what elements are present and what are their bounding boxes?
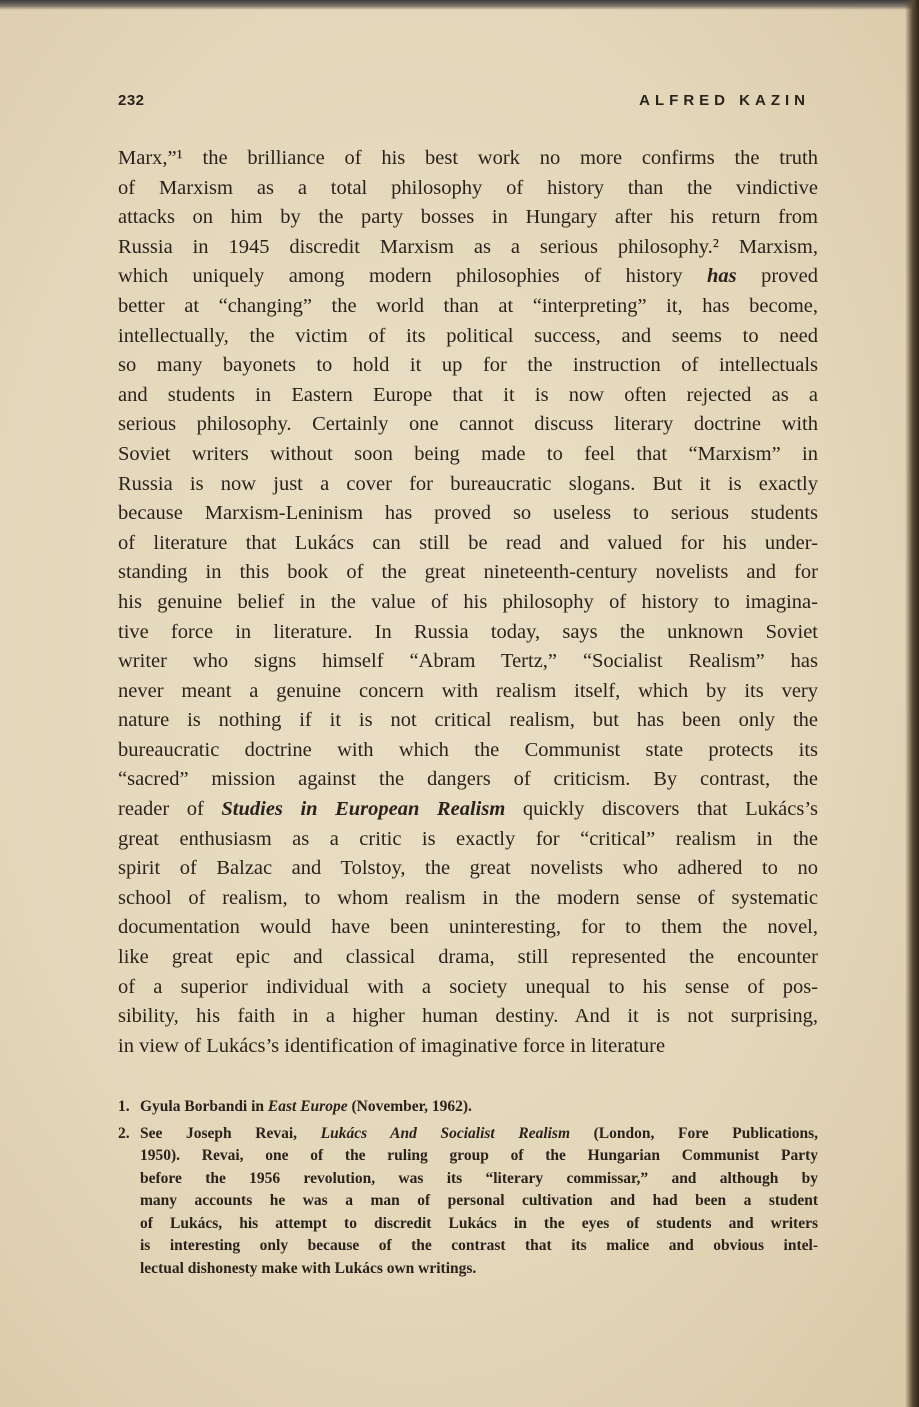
body-line: so many bayonets to hold it up for the instruction of intellectuals [118,354,818,377]
body-line: “sacred” mission against the dangers of criticism. By contrast, the [118,768,818,791]
body-line: Marx,”¹ the brilliance of his best work no more confirms the truth [118,147,818,169]
body-line: writer who signs himself “Abram Tertz,” “Socialist Realism” has [118,650,818,673]
body-line: school of realism, to whom realism in the modern sense of systematic [118,886,818,909]
footnotes [118,1096,818,1280]
running-head-author: ALFRED KAZIN [639,92,810,109]
footnote-line: before the 1956 revolution, was its “literary commissar,” and although by [140,1169,818,1187]
body-line: documentation would have been uninteresting, for to them the novel, [118,916,818,939]
body-line: serious philosophy. Certainly one cannot discuss literary doctrine with [118,413,818,436]
text-run: (London, Fore Publications, [570,1124,818,1142]
footnote-line: is interesting only because of the contrast that its malice and obvious intel- [140,1237,818,1254]
body-line: nature is nothing if it is not critical realism, but has been only the [118,709,818,732]
running-head [118,92,818,116]
text-run: quickly discovers that Lukács’s [505,798,818,821]
footnote-line [140,1096,818,1119]
footnote-line: lectual dishonesty make with Lukács own writings. [140,1259,477,1277]
body-line: intellectually, the victim of its political success, and seems to need [118,324,818,347]
body-line: never meant a genuine concern with realism itself, which by its very [118,679,818,702]
footnote-line: many accounts he was a man of personal cultivation and had been a student [140,1192,818,1209]
footnote [118,1096,818,1119]
body-line: Russia in 1945 discredit Marxism as a serious philosophy.² Marxism, [118,235,818,258]
body-line: of literature that Lukács can still be read and valued for his under- [118,531,818,554]
footnote-line: of Lukács, his attempt to discredit Lukács in the eyes of students and writers [140,1214,818,1232]
text-run: which uniquely among modern philosophies of history [118,265,707,288]
footnote-body [140,1123,818,1281]
text-run: See Joseph Revai, [140,1124,321,1142]
italic-title: East Europe [267,1098,348,1115]
footnote-line: 1950). Revai, one of the ruling group of the Hungarian Communist Party [140,1147,818,1164]
body-line: standing in this book of the great nineteenth-century novelists and for [118,561,818,584]
body-line [118,795,818,825]
body-line: Russia is now just a cover for bureaucratic slogans. But it is exactly [118,472,818,495]
page-binding-edge-shadow [905,0,919,1407]
body-line: his genuine belief in the value of his philosophy of history to imagina- [118,590,818,613]
italic-title: Lukács And Socialist Realism [320,1124,571,1142]
page-top-edge-shadow [0,0,919,10]
body-line: of Marxism as a total philosophy of history than the vindictive [118,176,818,199]
footnote-body [140,1096,818,1119]
text-run: proved [736,265,818,288]
footnote-line [140,1123,818,1146]
body-line: and students in Eastern Europe that it is now often rejected as a [118,383,818,406]
body-line: spirit of Balzac and Tolstoy, the great novelists who adhered to no [118,857,818,880]
body-line: tive force in literature. In Russia today, says the unknown Soviet [118,620,818,643]
body-line: attacks on him by the party bosses in Hungary after his return from [118,206,818,229]
body-line [118,262,818,292]
body-line: better at “changing” the world than at “interpreting” it, has become, [118,294,818,317]
text-run: reader of [118,798,222,821]
footnote-number: 2. [118,1124,130,1142]
body-line: because Marxism-Leninism has proved so useless to serious students [118,502,818,525]
page-number: 232 [118,92,145,109]
text-run: Gyula Borbandi in [140,1098,268,1115]
body-line: like great epic and classical drama, still represented the encounter [118,946,818,969]
footnote [118,1123,818,1281]
italic-title: Studies in European Realism [221,798,506,821]
body-line: sibility, his faith in a higher human destiny. And it is not surprising, [118,1005,818,1028]
body-line: great enthusiasm as a critic is exactly for “critical” realism in the [118,827,818,850]
footnote-number: 1. [118,1098,130,1115]
text-run: (November, 1962). [347,1098,472,1115]
body-line: Soviet writers without soon being made to feel that “Marxism” in [118,442,818,465]
body-line: bureaucratic doctrine with which the Communist state protects its [118,738,818,761]
body-text [118,144,818,1061]
italic-title: has [706,265,737,288]
body-line: in view of Lukács’s identification of imaginative force in literature [118,1034,666,1057]
body-line: of a superior individual with a society unequal to his sense of pos- [118,975,818,998]
